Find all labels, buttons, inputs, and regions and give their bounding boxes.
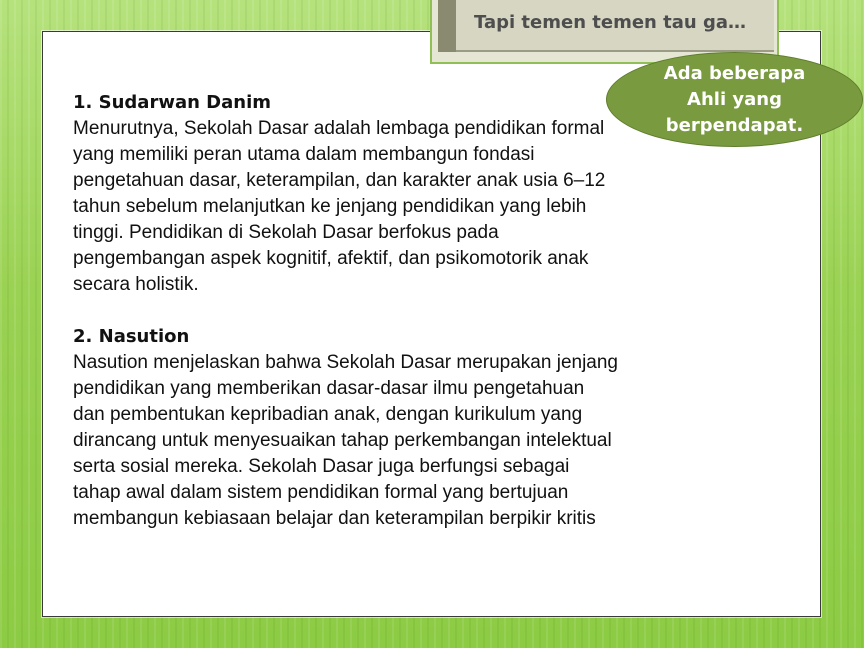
- experts-badge: [606, 52, 863, 147]
- section-spacer: [73, 298, 618, 324]
- title-tab-accent: [438, 0, 456, 52]
- slide-body: [73, 90, 618, 532]
- section-heading-nasution: 2. Nasution: [73, 326, 190, 347]
- section-heading-danim: 1. Sudarwan Danim: [73, 92, 271, 113]
- badge-text: Ada beberapa Ahli yang berpendapat.: [663, 62, 806, 136]
- section-text-danim: Menurutnya, Sekolah Dasar adalah lembaga pendidikan formal yang memiliki peran utama dalam membangun fondasi pengetahuan dasar, keterampilan, dan karakter anak usia 6–12 tahun sebelum melanjutkan ke jenjang pendidikan yang lebih tinggi. Pendidikan di Sekolah Dasar berfokus pada pengembangan aspek kognitif, afektif, dan psikomotorik anak secara holistik.: [73, 118, 606, 295]
- slide-title: Tapi temen temen tau ga…: [474, 12, 747, 33]
- section-text-nasution: Nasution menjelaskan bahwa Sekolah Dasar merupakan jenjang pendidikan yang memberikan dasar-dasar ilmu pengetahuan dan pembentukan kepribadian anak, dengan kurikulum yang dirancang untuk menyesuaikan tahap perkembangan intelektual serta sosial mereka. Sekolah Dasar juga berfungsi sebagai tahap awal dalam sistem pendidikan formal yang bertujuan membangun kebiasaan belajar dan keterampilan berpikir kritis: [73, 352, 618, 529]
